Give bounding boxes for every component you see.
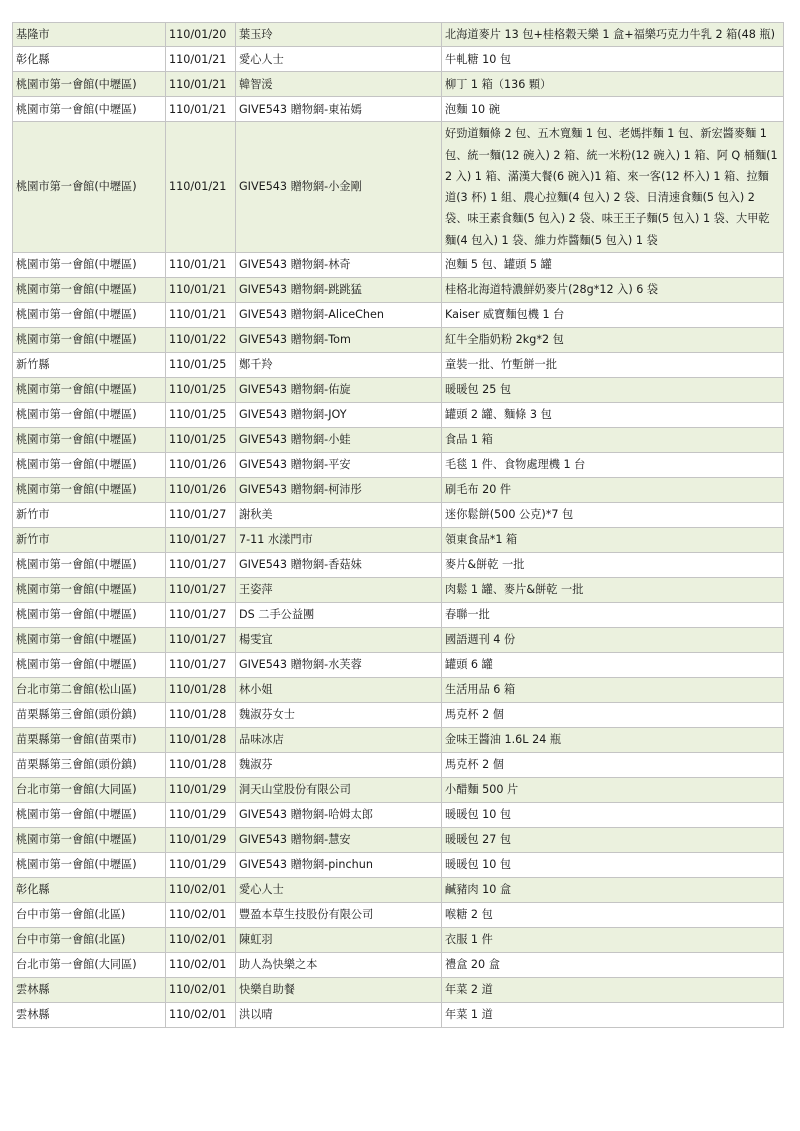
donor-cell: GIVE543 贈物網-哈姆太郎 [236, 803, 442, 828]
table-row [13, 453, 784, 478]
donor-cell: GIVE543 贈物網-平安 [236, 453, 442, 478]
items-cell: 金味王醬油 1.6L 24 瓶 [442, 728, 784, 753]
donor-cell: 陳虹羽 [236, 928, 442, 953]
date-cell: 110/01/28 [166, 703, 236, 728]
date-cell: 110/01/21 [166, 253, 236, 278]
date-cell: 110/01/25 [166, 378, 236, 403]
items-cell: 肉鬆 1 罐、麥片&餅乾 一批 [442, 578, 784, 603]
donor-cell: 王姿萍 [236, 578, 442, 603]
donor-cell: GIVE543 贈物網-慧安 [236, 828, 442, 853]
items-cell: 暖暖包 25 包 [442, 378, 784, 403]
items-cell: 小醋麵 500 片 [442, 778, 784, 803]
donor-cell: GIVE543 贈物網-小金剛 [236, 122, 442, 253]
location-cell: 桃園市第一會館(中壢區) [13, 653, 166, 678]
table-row [13, 778, 784, 803]
table-row [13, 353, 784, 378]
donor-cell: 韓智湲 [236, 72, 442, 97]
donor-cell: 鄭千羚 [236, 353, 442, 378]
table-row [13, 428, 784, 453]
date-cell: 110/01/27 [166, 553, 236, 578]
location-cell: 桃園市第一會館(中壢區) [13, 328, 166, 353]
donor-cell: GIVE543 贈物網-柯沛彤 [236, 478, 442, 503]
items-cell: 年菜 1 道 [442, 1003, 784, 1028]
location-cell: 桃園市第一會館(中壢區) [13, 97, 166, 122]
table-row [13, 253, 784, 278]
items-cell: 暖暖包 10 包 [442, 853, 784, 878]
table-row [13, 553, 784, 578]
date-cell: 110/01/27 [166, 628, 236, 653]
location-cell: 台北市第一會館(大同區) [13, 778, 166, 803]
location-cell: 桃園市第一會館(中壢區) [13, 403, 166, 428]
location-cell: 新竹縣 [13, 353, 166, 378]
table-row [13, 528, 784, 553]
table-row [13, 628, 784, 653]
date-cell: 110/02/01 [166, 953, 236, 978]
items-cell: 生活用品 6 箱 [442, 678, 784, 703]
donor-cell: GIVE543 贈物網-pinchun [236, 853, 442, 878]
table-row [13, 378, 784, 403]
table-row [13, 978, 784, 1003]
location-cell: 雲林縣 [13, 1003, 166, 1028]
donor-cell: 葉玉玲 [236, 23, 442, 47]
date-cell: 110/01/29 [166, 828, 236, 853]
items-cell: 紅牛全脂奶粉 2kg*2 包 [442, 328, 784, 353]
donation-record-sheet [12, 22, 783, 1028]
donor-cell: GIVE543 贈物網-跳跳猛 [236, 278, 442, 303]
date-cell: 110/01/29 [166, 803, 236, 828]
date-cell: 110/01/26 [166, 478, 236, 503]
table-row [13, 328, 784, 353]
date-cell: 110/01/25 [166, 428, 236, 453]
donor-cell: 洞天山堂股份有限公司 [236, 778, 442, 803]
date-cell: 110/01/21 [166, 303, 236, 328]
table-row [13, 72, 784, 97]
date-cell: 110/01/27 [166, 503, 236, 528]
donor-cell: 魏淑芬女士 [236, 703, 442, 728]
location-cell: 新竹市 [13, 503, 166, 528]
location-cell: 台中市第一會館(北區) [13, 903, 166, 928]
donor-cell: GIVE543 贈物網-小蛙 [236, 428, 442, 453]
table-row [13, 503, 784, 528]
items-cell: Kaiser 威寶麵包機 1 台 [442, 303, 784, 328]
items-cell: 食品 1 箱 [442, 428, 784, 453]
table-row [13, 603, 784, 628]
donor-cell: 洪以晴 [236, 1003, 442, 1028]
location-cell: 苗栗縣第一會館(苗栗市) [13, 728, 166, 753]
items-cell: 北海道麥片 13 包+桂格穀天樂 1 盒+福樂巧克力牛乳 2 箱(48 瓶) [442, 23, 784, 47]
items-cell: 麥片&餅乾 一批 [442, 553, 784, 578]
items-cell: 桂格北海道特濃鮮奶麥片(28g*12 入) 6 袋 [442, 278, 784, 303]
date-cell: 110/01/25 [166, 353, 236, 378]
table-row [13, 47, 784, 72]
date-cell: 110/01/27 [166, 653, 236, 678]
location-cell: 桃園市第一會館(中壢區) [13, 478, 166, 503]
table-row [13, 853, 784, 878]
donation-table-body [13, 23, 784, 1028]
items-cell: 毛毯 1 件、食物處理機 1 台 [442, 453, 784, 478]
table-row [13, 1003, 784, 1028]
location-cell: 桃園市第一會館(中壢區) [13, 122, 166, 253]
location-cell: 苗栗縣第三會館(頭份鎮) [13, 753, 166, 778]
date-cell: 110/01/26 [166, 453, 236, 478]
table-row [13, 928, 784, 953]
date-cell: 110/01/27 [166, 603, 236, 628]
donor-cell: 7-11 水漾門市 [236, 528, 442, 553]
donor-cell: 林小姐 [236, 678, 442, 703]
donor-cell: GIVE543 贈物網-AliceChen [236, 303, 442, 328]
items-cell: 衣服 1 件 [442, 928, 784, 953]
location-cell: 桃園市第一會館(中壢區) [13, 253, 166, 278]
location-cell: 台中市第一會館(北區) [13, 928, 166, 953]
date-cell: 110/01/27 [166, 578, 236, 603]
donation-table [12, 22, 784, 1028]
donor-cell: GIVE543 贈物網-佑旋 [236, 378, 442, 403]
location-cell: 桃園市第一會館(中壢區) [13, 278, 166, 303]
location-cell: 苗栗縣第三會館(頭份鎮) [13, 703, 166, 728]
donor-cell: 謝秋美 [236, 503, 442, 528]
table-row [13, 828, 784, 853]
items-cell: 馬克杯 2 個 [442, 703, 784, 728]
date-cell: 110/01/28 [166, 728, 236, 753]
items-cell: 柳丁 1 箱（136 顆） [442, 72, 784, 97]
date-cell: 110/01/28 [166, 753, 236, 778]
items-cell: 迷你鬆餅(500 公克)*7 包 [442, 503, 784, 528]
location-cell: 雲林縣 [13, 978, 166, 1003]
date-cell: 110/01/27 [166, 528, 236, 553]
table-row [13, 803, 784, 828]
donor-cell: 愛心人士 [236, 47, 442, 72]
date-cell: 110/02/01 [166, 928, 236, 953]
location-cell: 桃園市第一會館(中壢區) [13, 453, 166, 478]
donor-cell: GIVE543 贈物網-JOY [236, 403, 442, 428]
date-cell: 110/01/20 [166, 23, 236, 47]
table-row [13, 878, 784, 903]
items-cell: 好勁道麵條 2 包、五木寬麵 1 包、老媽拌麵 1 包、新宏醬麥麵 1 包、統一麵(12 碗入) 2 箱、統一米粉(12 碗入) 1 箱、阿 Q 桶麵(12 入) 1 箱、滿漢大餐(6 碗入)1 箱、來一客(12 杯入) 1 箱、拉麵道(3 杯) 1 組、農心拉麵(4 包入) 2 袋、日清速食麵(5 包入) 2 袋、味王素食麵(5 包入) 2 袋、味王王子麵(5 包入) 1 袋、大甲乾麵(4 包入) 1 袋、維力炸醬麵(5 包入) 1 袋 [442, 122, 784, 253]
table-row [13, 703, 784, 728]
donor-cell: GIVE543 贈物網-林奇 [236, 253, 442, 278]
table-row [13, 753, 784, 778]
location-cell: 桃園市第一會館(中壢區) [13, 603, 166, 628]
donor-cell: 愛心人士 [236, 878, 442, 903]
date-cell: 110/01/21 [166, 47, 236, 72]
date-cell: 110/01/29 [166, 778, 236, 803]
donor-cell: 快樂自助餐 [236, 978, 442, 1003]
table-row [13, 97, 784, 122]
donor-cell: GIVE543 贈物網-水芙蓉 [236, 653, 442, 678]
location-cell: 台北市第一會館(大同區) [13, 953, 166, 978]
items-cell: 年菜 2 道 [442, 978, 784, 1003]
items-cell: 喉糖 2 包 [442, 903, 784, 928]
items-cell: 禮盒 20 盒 [442, 953, 784, 978]
table-row [13, 678, 784, 703]
table-row [13, 478, 784, 503]
items-cell: 領東食品*1 箱 [442, 528, 784, 553]
location-cell: 桃園市第一會館(中壢區) [13, 303, 166, 328]
location-cell: 彰化縣 [13, 47, 166, 72]
donor-cell: 楊雯宜 [236, 628, 442, 653]
date-cell: 110/01/29 [166, 853, 236, 878]
date-cell: 110/02/01 [166, 978, 236, 1003]
location-cell: 彰化縣 [13, 878, 166, 903]
donor-cell: DS 二手公益團 [236, 603, 442, 628]
date-cell: 110/01/25 [166, 403, 236, 428]
location-cell: 桃園市第一會館(中壢區) [13, 378, 166, 403]
location-cell: 桃園市第一會館(中壢區) [13, 553, 166, 578]
items-cell: 罐頭 6 罐 [442, 653, 784, 678]
items-cell: 暖暖包 10 包 [442, 803, 784, 828]
location-cell: 桃園市第一會館(中壢區) [13, 828, 166, 853]
date-cell: 110/02/01 [166, 878, 236, 903]
items-cell: 牛軋糖 10 包 [442, 47, 784, 72]
items-cell: 鹹豬肉 10 盒 [442, 878, 784, 903]
date-cell: 110/01/21 [166, 72, 236, 97]
date-cell: 110/01/21 [166, 278, 236, 303]
table-row [13, 278, 784, 303]
items-cell: 春聯一批 [442, 603, 784, 628]
items-cell: 暖暖包 27 包 [442, 828, 784, 853]
location-cell: 桃園市第一會館(中壢區) [13, 428, 166, 453]
table-row [13, 403, 784, 428]
table-row [13, 653, 784, 678]
location-cell: 桃園市第一會館(中壢區) [13, 628, 166, 653]
location-cell: 新竹市 [13, 528, 166, 553]
table-row [13, 23, 784, 47]
date-cell: 110/01/28 [166, 678, 236, 703]
location-cell: 台北市第二會館(松山區) [13, 678, 166, 703]
items-cell: 泡麵 10 碗 [442, 97, 784, 122]
table-row [13, 303, 784, 328]
donor-cell: GIVE543 贈物網-Tom [236, 328, 442, 353]
items-cell: 刷毛布 20 件 [442, 478, 784, 503]
items-cell: 罐頭 2 罐、麵條 3 包 [442, 403, 784, 428]
location-cell: 桃園市第一會館(中壢區) [13, 803, 166, 828]
donor-cell: 品味冰店 [236, 728, 442, 753]
location-cell: 桃園市第一會館(中壢區) [13, 853, 166, 878]
donor-cell: 豐盈本草生技股份有限公司 [236, 903, 442, 928]
date-cell: 110/02/01 [166, 903, 236, 928]
date-cell: 110/02/01 [166, 1003, 236, 1028]
items-cell: 童裝一批、竹塹餅一批 [442, 353, 784, 378]
donor-cell: 魏淑芬 [236, 753, 442, 778]
donor-cell: GIVE543 贈物網-東祐嫣 [236, 97, 442, 122]
table-row [13, 903, 784, 928]
donor-cell: GIVE543 贈物網-香菇妹 [236, 553, 442, 578]
table-row [13, 578, 784, 603]
location-cell: 基隆市 [13, 23, 166, 47]
date-cell: 110/01/22 [166, 328, 236, 353]
table-row [13, 122, 784, 253]
table-row [13, 728, 784, 753]
items-cell: 國語週刊 4 份 [442, 628, 784, 653]
donor-cell: 助人為快樂之本 [236, 953, 442, 978]
table-row [13, 953, 784, 978]
items-cell: 泡麵 5 包、罐頭 5 罐 [442, 253, 784, 278]
items-cell: 馬克杯 2 個 [442, 753, 784, 778]
location-cell: 桃園市第一會館(中壢區) [13, 72, 166, 97]
date-cell: 110/01/21 [166, 122, 236, 253]
date-cell: 110/01/21 [166, 97, 236, 122]
location-cell: 桃園市第一會館(中壢區) [13, 578, 166, 603]
